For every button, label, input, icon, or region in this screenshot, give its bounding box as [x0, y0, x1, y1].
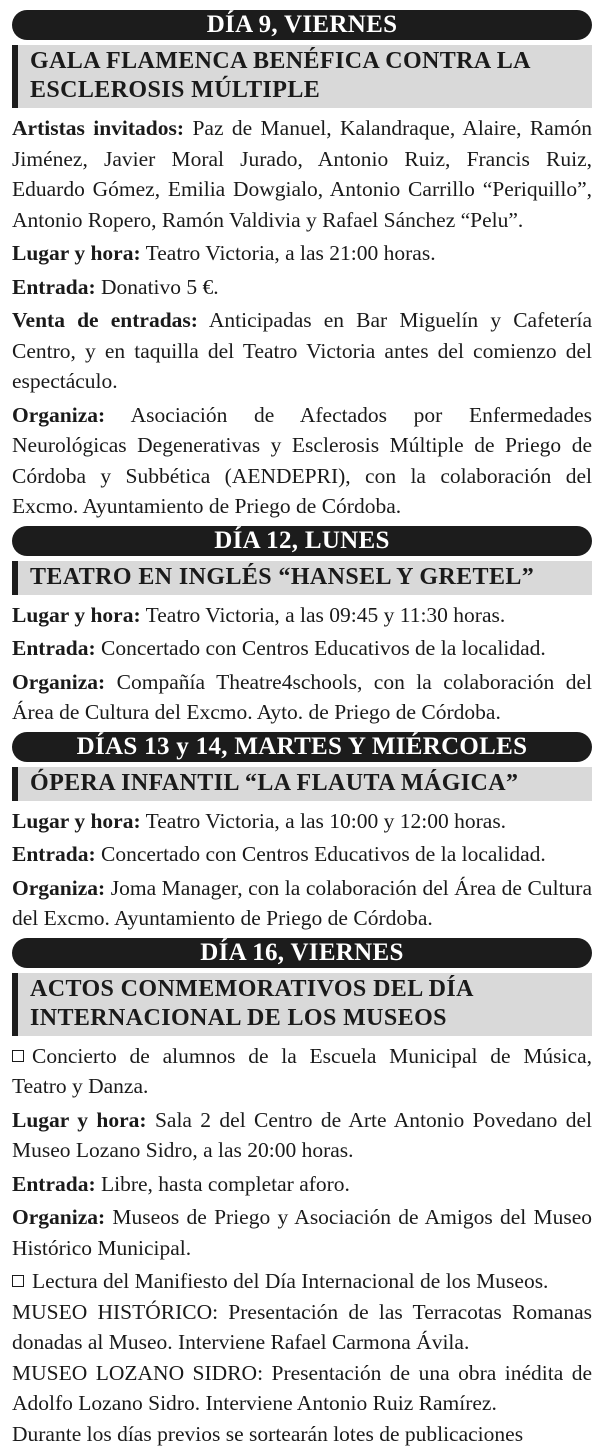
museo-historico-paragraph: MUSEO HISTÓRICO: Presentación de las Terracotas Romanas donadas al Museo. Interviene Rafael Carmona Ávila. [12, 1297, 592, 1358]
event-title-line: INTERNACIONAL DE LOS MUSEOS [30, 1004, 582, 1033]
entry-text: Donativo 5 €. [101, 275, 219, 299]
organizer-text: Asociación de Afectados por Enfermedades Neurológicas Degenerativas y Esclerosis Múltiple de Priego de Córdoba y Subbética (AENDEPRI), con la colaboración del Excmo. Ayuntamiento de Priego de Córdoba. [12, 403, 592, 519]
place-paragraph [12, 1105, 592, 1166]
activity-item [12, 1041, 592, 1102]
entry-label: Entrada: [12, 1172, 96, 1196]
closing-paragraph: Durante los días previos se sortearán lotes de publicaciones [12, 1419, 592, 1449]
place-label: Lugar y hora: [12, 809, 141, 833]
place-label: Lugar y hora: [12, 241, 141, 265]
artists-label: Artistas invitados: [12, 116, 184, 140]
sales-text: Anticipadas en Bar Miguelín y Cafetería Centro, y en taquilla del Teatro Victoria antes del comienzo del espectáculo. [12, 308, 592, 393]
event-title-line: ACTOS CONMEMORATIVOS DEL DÍA [30, 975, 582, 1004]
place-paragraph [12, 806, 592, 837]
organizer-paragraph [12, 667, 592, 728]
place-paragraph [12, 238, 592, 269]
entry-label: Entrada: [12, 842, 96, 866]
sales-paragraph [12, 305, 592, 397]
museo-lozano-paragraph: MUSEO LOZANO SIDRO: Presentación de una obra inédita de Adolfo Lozano Sidro. Interviene Antonio Ruiz Ramírez. [12, 1358, 592, 1419]
activity-text: Concierto de alumnos de la Escuela Municipal de Música, Teatro y Danza. [12, 1044, 592, 1099]
place-text: Teatro Victoria, a las 10:00 y 12:00 horas. [146, 809, 506, 833]
organizer-label: Organiza: [12, 876, 105, 900]
place-text: Teatro Victoria, a las 09:45 y 11:30 horas. [146, 603, 506, 627]
section-day-12 [12, 526, 592, 728]
event-title [12, 973, 592, 1036]
activity-item [12, 1266, 592, 1297]
organizer-paragraph [12, 1202, 592, 1263]
entry-label: Entrada: [12, 275, 96, 299]
place-label: Lugar y hora: [12, 603, 141, 627]
event-title: ÓPERA INFANTIL “LA FLAUTA MÁGICA” [12, 767, 592, 801]
section-days-13-14 [12, 732, 592, 934]
place-paragraph [12, 600, 592, 631]
day-header: DÍA 12, LUNES [12, 526, 592, 556]
event-title [12, 45, 592, 108]
organizer-paragraph [12, 400, 592, 522]
day-header: DÍA 16, VIERNES [12, 938, 592, 968]
artists-text: Paz de Manuel, Kalandraque, Alaire, Ramón Jiménez, Javier Moral Jurado, Antonio Ruiz, Francis Ruiz, Eduardo Gómez, Emilia Dowgialo, Antonio Carrillo “Periquillo”, Antonio Ropero, Ramón Valdivia y Rafael Sánchez “Pelu”. [12, 116, 592, 232]
artists-paragraph [12, 113, 592, 235]
checkbox-bullet-icon [12, 1275, 24, 1287]
entry-text: Concertado con Centros Educativos de la localidad. [101, 636, 546, 660]
event-title-line: GALA FLAMENCA BENÉFICA CONTRA LA [30, 47, 582, 76]
organizer-label: Organiza: [12, 670, 105, 694]
day-header: DÍAS 13 y 14, MARTES Y MIÉRCOLES [12, 732, 592, 762]
entry-paragraph [12, 839, 592, 870]
checkbox-bullet-icon [12, 1050, 24, 1062]
place-text: Sala 2 del Centro de Arte Antonio Povedano del Museo Lozano Sidro, a las 20:00 horas. [12, 1108, 592, 1163]
event-title: TEATRO EN INGLÉS “HANSEL Y GRETEL” [12, 561, 592, 595]
entry-text: Concertado con Centros Educativos de la localidad. [101, 842, 546, 866]
organizer-paragraph [12, 873, 592, 934]
organizer-text: Museos de Priego y Asociación de Amigos del Museo Histórico Municipal. [12, 1205, 592, 1260]
section-day-9 [12, 10, 592, 522]
activity-text: Lectura del Manifiesto del Día Internacional de los Museos. [32, 1269, 548, 1293]
sales-label: Venta de entradas: [12, 308, 198, 332]
entry-paragraph [12, 633, 592, 664]
entry-text: Libre, hasta completar aforo. [101, 1172, 350, 1196]
organizer-text: Joma Manager, con la colaboración del Área de Cultura del Excmo. Ayuntamiento de Priego de Córdoba. [12, 876, 592, 931]
place-label: Lugar y hora: [12, 1108, 147, 1132]
entry-paragraph [12, 272, 592, 303]
entry-label: Entrada: [12, 636, 96, 660]
event-title-line: ESCLEROSIS MÚLTIPLE [30, 76, 582, 105]
entry-paragraph [12, 1169, 592, 1200]
section-day-16 [12, 938, 592, 1449]
organizer-text: Compañía Theatre4schools, con la colaboración del Área de Cultura del Excmo. Ayto. de Priego de Córdoba. [12, 670, 592, 725]
day-header: DÍA 9, VIERNES [12, 10, 592, 40]
organizer-label: Organiza: [12, 1205, 105, 1229]
organizer-label: Organiza: [12, 403, 105, 427]
place-text: Teatro Victoria, a las 21:00 horas. [146, 241, 436, 265]
